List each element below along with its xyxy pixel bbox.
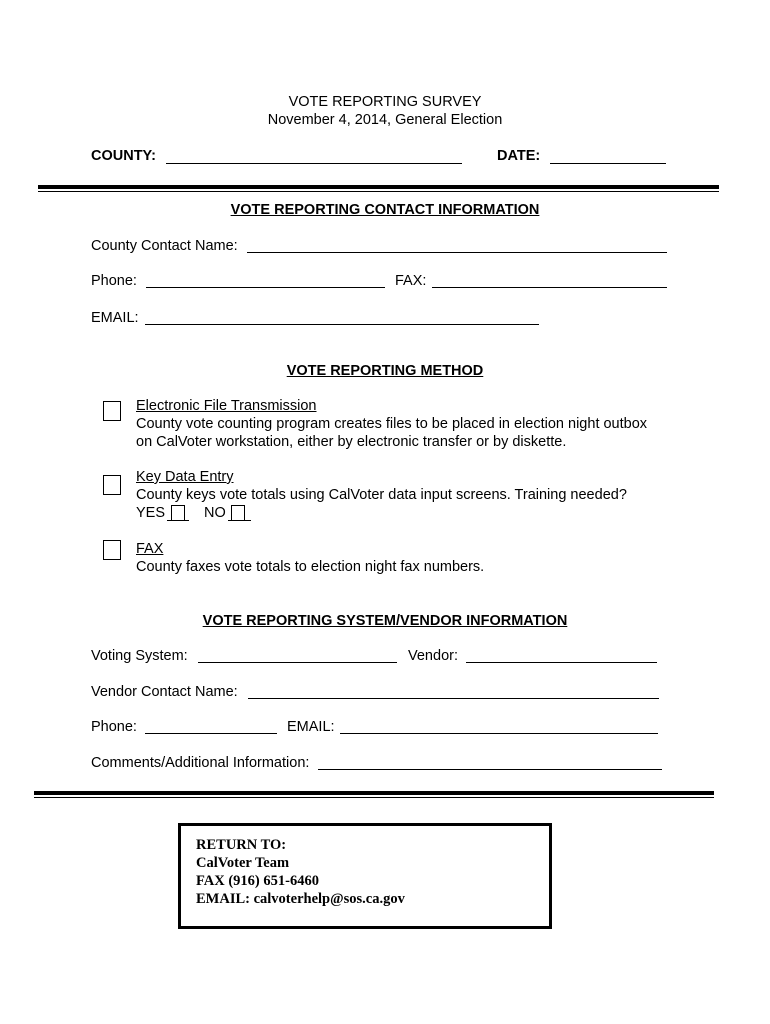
return-to-text (196, 836, 405, 908)
divider-bottom (34, 791, 714, 795)
return-to-fax: FAX (916) 651-6460 (196, 873, 319, 889)
contact-phone-label: Phone: (91, 273, 137, 289)
training-yes-checkbox[interactable] (171, 505, 185, 521)
vendor-contact-name-field[interactable] (248, 698, 659, 699)
survey-title: VOTE REPORTING SURVEY (288, 94, 482, 110)
divider-top-thin (38, 191, 719, 192)
contact-fax-label: FAX: (395, 273, 427, 289)
vendor-heading: VOTE REPORTING SYSTEM/VENDOR INFORMATION (202, 613, 568, 629)
county-contact-name-field[interactable] (247, 252, 667, 253)
electronic-title: Electronic File Transmission (136, 398, 317, 414)
divider-top (38, 185, 719, 189)
method-heading: VOTE REPORTING METHOD (286, 363, 484, 379)
vendor-email-field[interactable] (340, 733, 658, 734)
comments-field[interactable] (318, 769, 662, 770)
contact-email-label: EMAIL: (91, 310, 139, 326)
return-to-email: EMAIL: calvoterhelp@sos.ca.gov (196, 891, 405, 907)
contact-email-field[interactable] (145, 324, 539, 325)
comments-label: Comments/Additional Information: (91, 755, 310, 771)
electronic-checkbox[interactable] (103, 401, 121, 421)
electronic-desc-line2: on CalVoter workstation, either by electronic transfer or by diskette. (136, 434, 567, 450)
voting-system-field[interactable] (198, 662, 397, 663)
return-to-box (178, 823, 552, 929)
contact-fax-field[interactable] (432, 287, 667, 288)
key-data-entry-desc: County keys vote totals using CalVoter data input screens. Training needed? (136, 487, 627, 503)
key-data-entry-title: Key Data Entry (136, 469, 234, 485)
return-to-team: CalVoter Team (196, 855, 290, 871)
vendor-email-label: EMAIL: (287, 719, 335, 735)
training-no-line (228, 520, 251, 521)
fax-desc: County faxes vote totals to election night fax numbers. (136, 559, 485, 575)
training-no-checkbox[interactable] (231, 505, 245, 521)
vendor-phone-label: Phone: (91, 719, 137, 735)
vendor-phone-field[interactable] (145, 733, 277, 734)
vendor-contact-name-label: Vendor Contact Name: (91, 684, 238, 700)
county-label: COUNTY: (91, 148, 156, 164)
training-yes-line (167, 520, 189, 521)
contact-phone-field[interactable] (146, 287, 385, 288)
date-label: DATE: (497, 148, 541, 164)
divider-bottom-thin (34, 797, 714, 798)
contact-heading: VOTE REPORTING CONTACT INFORMATION (230, 202, 540, 218)
return-to-heading: RETURN TO: (196, 837, 287, 853)
county-contact-name-label: County Contact Name: (91, 238, 238, 254)
county-field[interactable] (166, 163, 462, 164)
training-no-label: NO (204, 505, 226, 521)
date-field[interactable] (550, 163, 666, 164)
vendor-field[interactable] (466, 662, 657, 663)
training-yes-label: YES (136, 505, 166, 521)
fax-title: FAX (136, 541, 164, 557)
electronic-desc-line1: County vote counting program creates files to be placed in election night outbox (136, 416, 648, 432)
key-data-entry-checkbox[interactable] (103, 475, 121, 495)
survey-subtitle: November 4, 2014, General Election (267, 112, 503, 128)
fax-checkbox[interactable] (103, 540, 121, 560)
voting-system-label: Voting System: (91, 648, 188, 664)
vendor-label: Vendor: (408, 648, 458, 664)
